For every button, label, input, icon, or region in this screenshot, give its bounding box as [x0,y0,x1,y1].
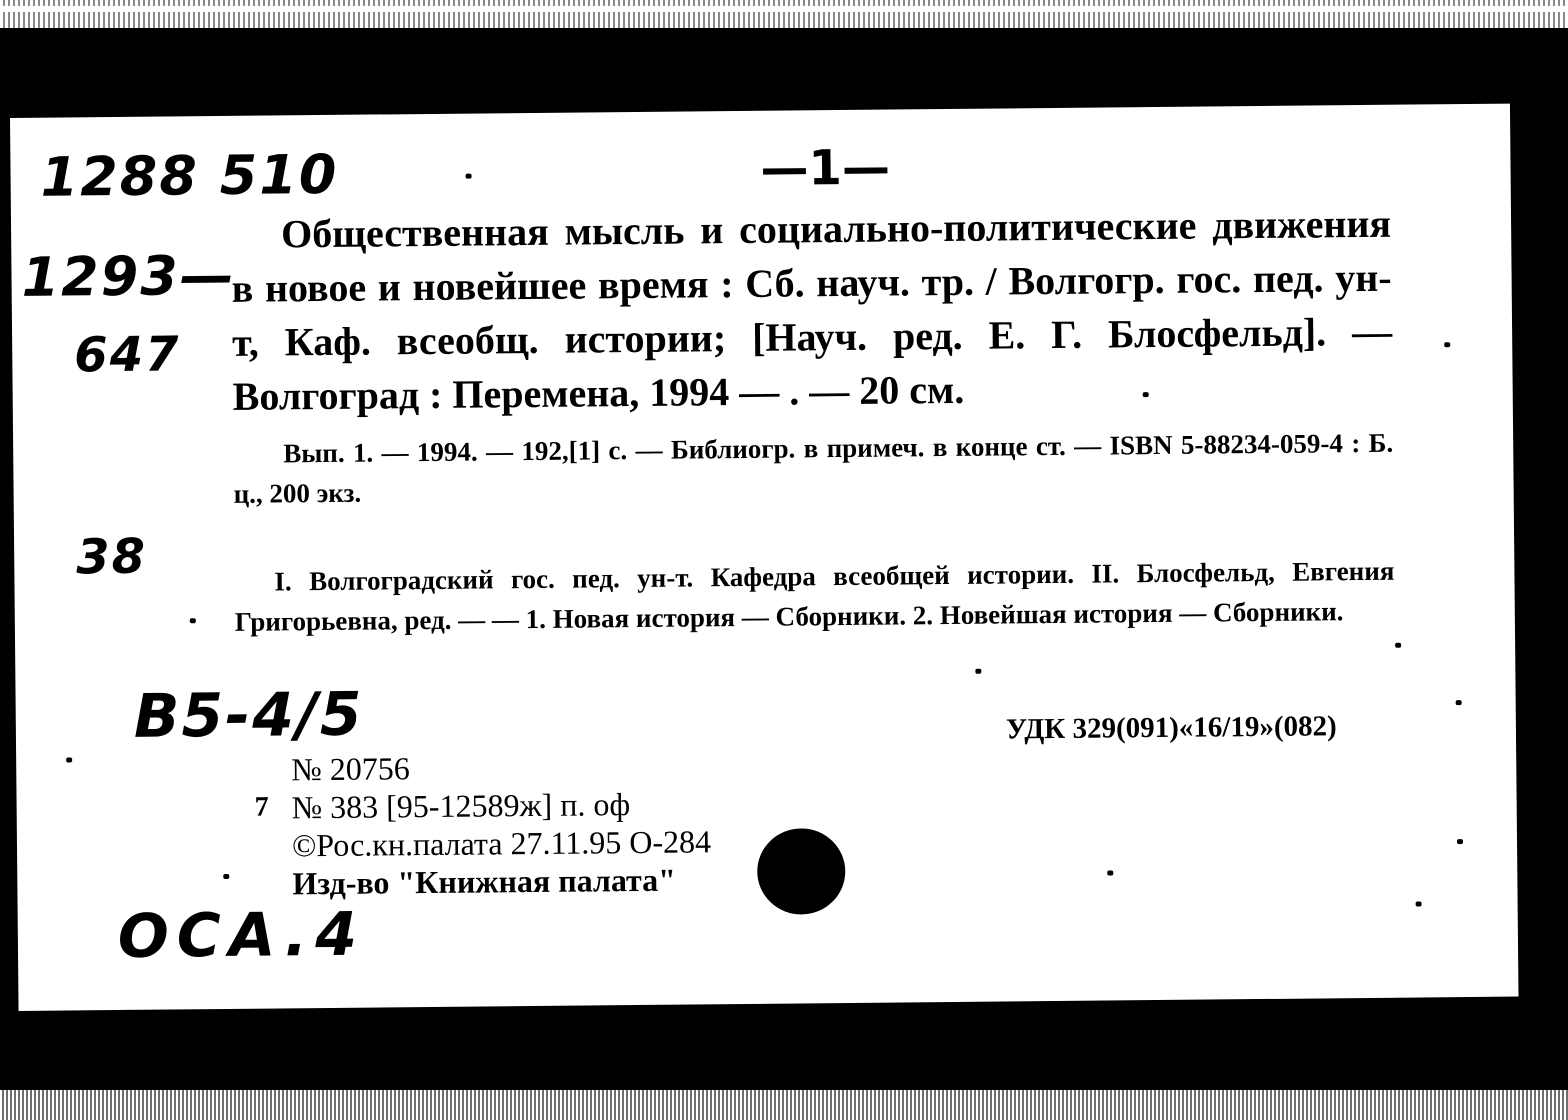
order-number: № 383 [95-12589ж] п. оф [291,786,631,826]
entry-title: Общественная мысль и социально-политические движения в новое и новейшее время : Сб. науч. тр. / Волгогр. гос. пед. ун-т, Каф. всеобщ. истории; [Науч. ред. Е. Г. Блосфельд]. — Волгоград : Перемена, 1994 — . — 20 см. [231,200,1393,419]
speck [975,669,981,674]
handwritten-note-top: 1288 510 [40,142,339,209]
side-mark: 7 [254,791,269,823]
publisher-line: Изд-во "Книжная палата" [292,861,677,902]
speck [1107,870,1113,875]
speck [190,618,196,623]
bibliographic-entry [231,197,1395,642]
speck [223,874,229,879]
speck [1416,901,1422,906]
speck [1457,839,1463,844]
handwritten-note-b5: B5-4/5 [133,679,364,752]
handwritten-note-bottom: OCA.4 [117,899,366,973]
film-edge-top [0,0,1568,28]
record-number: № 20756 [291,750,410,788]
catalog-card [10,104,1519,1011]
speck [466,174,472,179]
speck [1456,700,1462,705]
handwritten-note-range: 1293— [21,243,237,309]
speck [1395,643,1401,648]
copyright-line: ©Рос.кн.палата 27.11.95 О-284 [291,823,712,864]
subject-headings: I. Волгоградский гос. пед. ун-т. Кафедра всеобщей истории. II. Блосфельд, Евгения Григорьевна, ред. — — 1. Новая история — Сборники. 2. Новейшая история — Сборники. [234,555,1395,637]
punch-hole [757,828,846,915]
speck [1143,392,1149,397]
handwritten-note-range-end: 647 [74,326,181,384]
handwritten-note-38: 38 [75,528,148,586]
volume-line: Вып. 1. — 1994. — 192,[1] с. — Библиогр. в примеч. в конце ст. — ISBN 5-88234-059-4 : Б. ц., 200 экз. [233,427,1394,509]
film-edge-bottom [0,1090,1568,1120]
card-meta [291,746,712,902]
page-mark: —1— [760,139,891,197]
speck [66,757,72,762]
udk-code: УДК 329(091)«16/19»(082) [1005,710,1337,746]
speck [1444,342,1450,347]
